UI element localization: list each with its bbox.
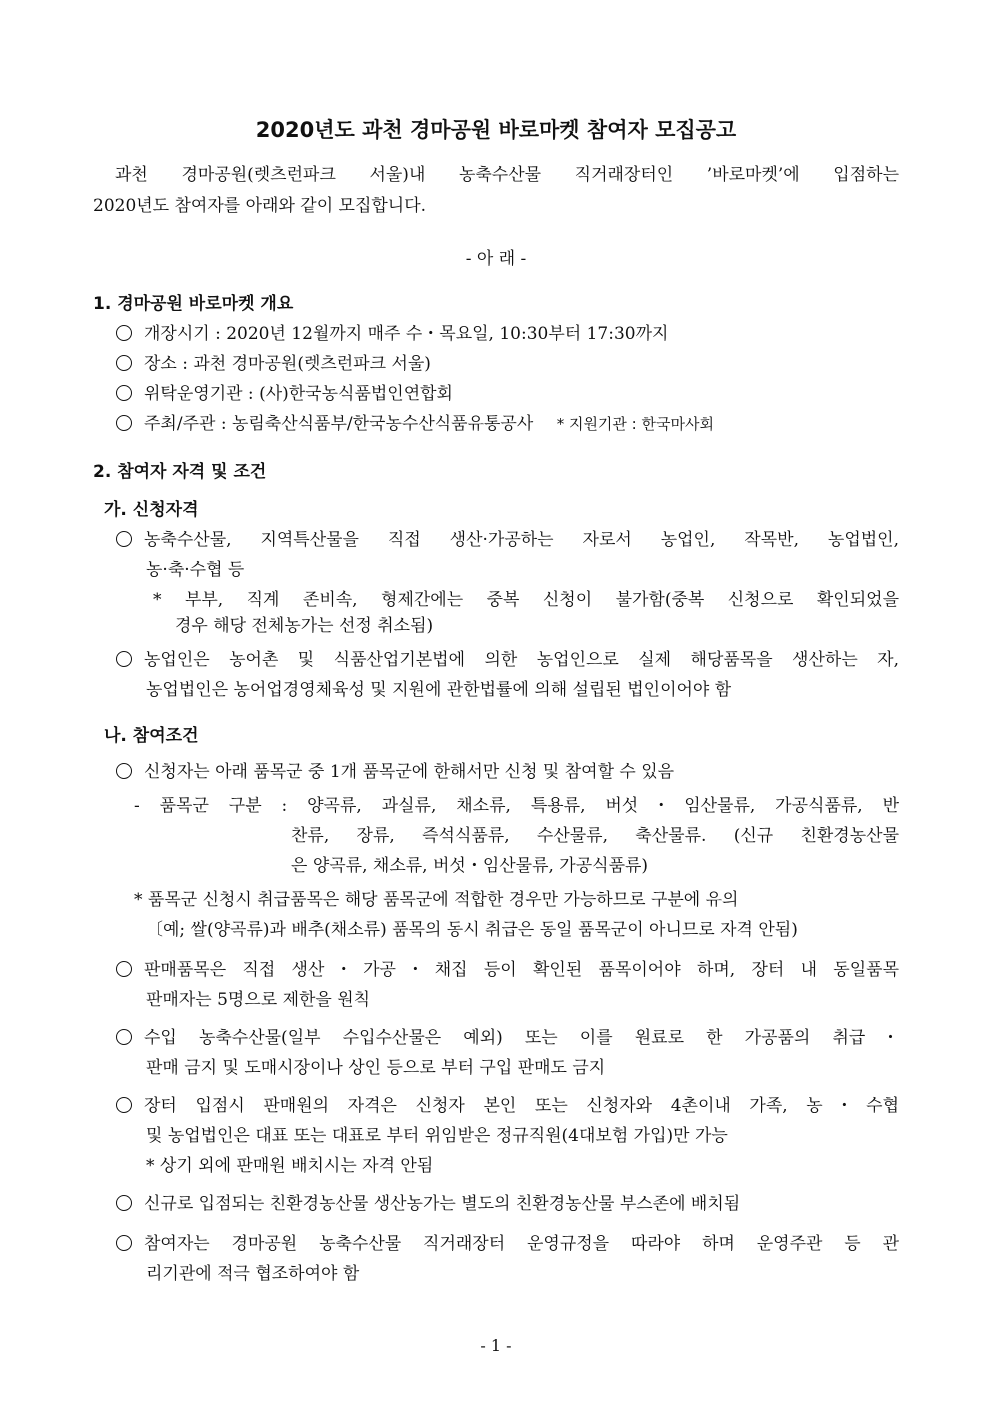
circle-bullet-icon (116, 415, 132, 431)
sec2a-note-line-1: * 부부, 직계 존비속, 형제간에는 중복 신청이 불가함(중복 신청으로 확인되었을 (153, 590, 899, 610)
subsection-b-heading: 나. 참여조건 (104, 726, 199, 746)
circle-bullet-icon (116, 1195, 132, 1211)
sec2b-item-4: 장터 입점시 판매원의 자격은 신청자 본인 또는 신청자와 4촌이내 가족, 농・수협 (116, 1094, 899, 1118)
sec2b-item-1: 신청자는 아래 품목군 중 1개 품목군에 한해서만 신청 및 참여할 수 있음 (116, 760, 674, 784)
intro-paragraph (93, 160, 899, 222)
circle-bullet-icon (116, 651, 132, 667)
sec2a-item-2-cont: 농업법인은 농어업경영체육성 및 지원에 관한법률에 의해 설립된 법인이어야 함 (146, 680, 732, 700)
page-number: - 1 - (480, 1336, 512, 1355)
circle-bullet-icon (116, 763, 132, 779)
sec2b-note-line-1: * 품목군 신청시 취급품목은 해당 품목군에 적합한 경우만 가능하므로 구분에 유의 (134, 890, 739, 910)
section-1-heading: 1. 경마공원 바로마켓 개요 (93, 294, 294, 314)
sec1-item-3: 위탁운영기관 : (사)한국농식품법인연합회 (116, 382, 453, 406)
intro-line-1: 과천 경마공원(렛츠런파크 서울)내 농축수산물 직거래장터인 ’바로마켓’에 입점하는 (115, 165, 899, 185)
sec2a-note-line-2: 경우 해당 전체농가는 선정 취소됨) (175, 616, 434, 636)
sec2a-item-2: 농업인은 농어촌 및 식품산업기본법에 의한 농업인으로 실제 해당품목을 생산하는 자, (116, 648, 899, 672)
intro-line-2: 2020년도 참여자를 아래와 같이 모집합니다. (93, 196, 427, 216)
sec2b-item-6-cont: 리기관에 적극 협조하여야 함 (146, 1264, 360, 1284)
sec1-item-1: 개장시기 : 2020년 12월까지 매주 수・목요일, 10:30부터 17:30까지 (116, 322, 668, 346)
circle-bullet-icon (116, 355, 132, 371)
sec1-item-2: 장소 : 과천 경마공원(렛츠런파크 서울) (116, 352, 431, 376)
section-2-heading: 2. 참여자 자격 및 조건 (93, 462, 267, 482)
category-line-1: - 품목군 구분 : 양곡류, 과실류, 채소류, 특용류, 버섯・임산물류, 가공식품류, 반 (134, 796, 899, 816)
sec2b-note-line-2: 〔예; 쌀(양곡류)과 배추(채소류) 품목의 동시 취급은 동일 품목군이 아니므로 자격 안됨) (146, 920, 798, 940)
sec2b-item-3-cont: 판매 금지 및 도매시장이나 상인 등으로 부터 구입 판매도 금지 (146, 1058, 606, 1078)
sec2b-item-4-cont: 및 농업법인은 대표 또는 대표로 부터 위임받은 정규직원(4대보험 가입)만 가능 (146, 1126, 728, 1146)
support-note: * 지원기관 : 한국마사회 (556, 415, 714, 433)
sec2b-item-6: 참여자는 경마공원 농축수산물 직거래장터 운영규정을 따라야 하며 운영주관 등 관 (116, 1232, 899, 1256)
sec2b-item-4-note: * 상기 외에 판매원 배치시는 자격 안됨 (146, 1156, 434, 1176)
subsection-a-heading: 가. 신청자격 (104, 500, 199, 520)
circle-bullet-icon (116, 531, 132, 547)
circle-bullet-icon (116, 325, 132, 341)
circle-bullet-icon (116, 1029, 132, 1045)
circle-bullet-icon (116, 1235, 132, 1251)
sec2b-item-2: 판매품목은 직접 생산・가공・채집 등이 확인된 품목이어야 하며, 장터 내 동일품목 (116, 958, 899, 982)
sec2b-item-5: 신규로 입점되는 친환경농산물 생산농가는 별도의 친환경농산물 부스존에 배치됨 (116, 1192, 740, 1216)
circle-bullet-icon (116, 961, 132, 977)
sec2a-item-1: 농축수산물, 지역특산물을 직접 생산·가공하는 자로서 농업인, 작목반, 농업법인, (116, 528, 899, 552)
category-line-2: 찬류, 장류, 즉석식품류, 수산물류, 축산물류. (신규 친환경농산물 (291, 826, 899, 846)
sec2b-item-2-cont: 판매자는 5명으로 제한을 원칙 (146, 990, 371, 1010)
circle-bullet-icon (116, 1097, 132, 1113)
are-heading: - 아 래 - (465, 249, 527, 269)
sec2b-item-3: 수입 농축수산물(일부 수입수산물은 예외) 또는 이를 원료로 한 가공품의 취급・ (116, 1026, 899, 1050)
sec1-item-4: 주최/주관 : 농림축산식품부/한국농수산식품유통공사 * 지원기관 : 한국마사회 (116, 412, 714, 436)
sec2a-item-1-cont: 농·축·수협 등 (146, 560, 245, 580)
category-line-3: 은 양곡류, 채소류, 버섯・임산물류, 가공식품류) (291, 856, 649, 876)
document-title: 2020년도 과천 경마공원 바로마켓 참여자 모집공고 (255, 118, 737, 142)
circle-bullet-icon (116, 385, 132, 401)
